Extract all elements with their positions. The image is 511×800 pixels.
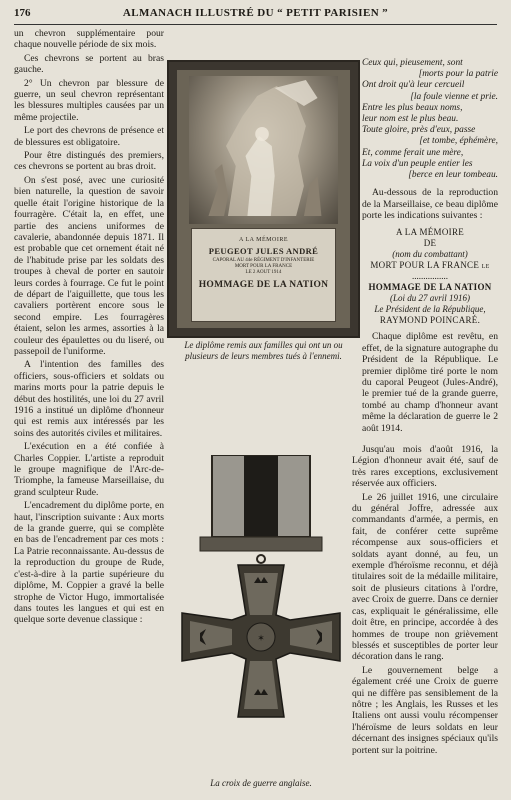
paragraph: Jusqu'au mois d'août 1916, la Légion d'honneur avait été, sauf de très rares exceptions, exclusivement réservée aux officiers. bbox=[352, 444, 498, 490]
right-column-top bbox=[362, 58, 498, 442]
diploma-frame bbox=[177, 70, 350, 328]
poem-line: La voix d'un peuple entier les bbox=[362, 158, 473, 169]
poem-line: Entre les plus beaux noms, bbox=[362, 102, 463, 113]
sculpture-group-graphic bbox=[189, 76, 338, 224]
page-number: 176 bbox=[14, 7, 31, 19]
marseillaise-relief-image bbox=[189, 76, 338, 224]
paragraph: L'exécution en a été confiée à Charles Coppier. L'artiste a reproduit le groupe magnifique de l'Arc-de-Triomphe, la fameuse Marseillaise, du grand sculpteur Rude. bbox=[14, 441, 164, 498]
plaque-detail-date: LE 2 AOUT 1914 bbox=[245, 270, 282, 275]
diploma-plaque bbox=[191, 228, 336, 322]
paragraph: Le port des chevrons de présence et de blessures est obligatoire. bbox=[14, 125, 164, 148]
poem-line: Toute gloire, près d'eux, passe bbox=[362, 125, 476, 136]
paragraph: Le 26 juillet 1916, une circulaire du général Joffre, adressée aux commandants d'armée, a permis, en fait, de conférer cette suprême récompense aux sous-officiers et soldats ayant donné, au feu, un exemple d'héroïsme reconnu, et déjà titulaires soit de la médaille militaire, soit de plusieurs citations à l'ordre, avec Croix de guerre. Dans ce dernier cas, expliquait le généralissime, elle doit être, en principe, accordée à des hommes de troupe non grièvement blessés et susceptibles de porter leur décoration dans le rang. bbox=[352, 491, 498, 663]
paragraph: Au-dessous de la reproduction de la Marseillaise, ce beau diplôme porte les indications suivantes : bbox=[362, 187, 498, 222]
cross-caption: La croix de guerre anglaise. bbox=[210, 778, 312, 788]
diploma-caption: Le diplôme remis aux familles qui ont un ou plusieurs de leurs membres tués à l'ennemi. bbox=[184, 340, 343, 361]
paragraph: 2° Un chevron par blessure de guerre, un seul chevron représentant les blessures multiples causées par un même projectile. bbox=[14, 77, 164, 123]
inscription-line: HOMMAGE DE LA NATION bbox=[368, 282, 492, 293]
poem-line: Et, comme ferait une mère, bbox=[362, 147, 464, 158]
plaque-detail-rank: CAPORAL AU 44e RÉGIMENT D'INFANTERIE bbox=[212, 258, 315, 263]
victor-hugo-poem bbox=[362, 58, 498, 181]
plaque-detail-mort: MORT POUR LA FRANCE bbox=[234, 264, 293, 269]
inscription-line: ................ bbox=[412, 271, 448, 282]
poem-line: [morts pour la patrie bbox=[418, 69, 498, 80]
inscription-line: A LA MÉMOIRE bbox=[395, 227, 465, 238]
diploma-illustration bbox=[167, 60, 360, 338]
plaque-line-name: PEUGEOT JULES ANDRÉ bbox=[208, 246, 319, 256]
inscription-line: DE bbox=[423, 238, 437, 249]
paragraph: Le gouvernement belge a également créé une Croix de guerre qui ne diffère pas sensiblement de la nôtre ; les Anglais, les Russes et les Italiens ont aussi voulu récompenser l'héroïsme de leurs soldats en leur décernant des insignes spéciaux qu'ils portent sur la poitrine. bbox=[352, 664, 498, 756]
inscription-line: Le Président de la République, bbox=[374, 304, 486, 315]
inscription-line: MORT POUR LA FRANCE le bbox=[370, 260, 490, 271]
poem-line: Ont droit qu'à leur cercueil bbox=[362, 80, 465, 91]
paragraph: un chevron supplémentaire pour chaque nouvelle période de six mois. bbox=[14, 28, 164, 51]
poem-line: [la foule vienne et prie. bbox=[410, 91, 498, 102]
paragraph: L'encadrement du diplôme porte, en haut, l'inscription suivante : Aux morts de la grande guerre, qui se complète en bas de l'encadrement par ces mots : La Patrie reconnaissante. Au-dessus de la reproduction du groupe de Rude, c'est-à-dire à la partie supérieure du diplôme, M. Coppier a gravé la belle strophe de Victor Hugo, immortalisée dans toutes les langues et qui est en quelque sorte devenue classique : bbox=[14, 500, 164, 626]
page-header bbox=[14, 2, 497, 25]
plaque-line-detail bbox=[192, 258, 335, 276]
croix-de-guerre-graphic bbox=[172, 455, 350, 755]
plaque-line-hommage: HOMMAGE DE LA NATION bbox=[198, 280, 329, 290]
croix-de-guerre-illustration bbox=[172, 455, 350, 775]
inscription-line: (Loi du 27 avril 1916) bbox=[390, 293, 470, 304]
diploma-inscription bbox=[362, 227, 498, 326]
paragraph: Pour être distingués des premiers, ces chevrons se portent au bras droit. bbox=[14, 150, 164, 173]
left-column bbox=[14, 28, 164, 793]
paragraph: A l'intention des familles des officiers, sous-officiers et soldats ou marins morts pour la patrie depuis le début des hostilités, une loi du 27 avril 1916 a institué un diplôme d'honneur qui est remis aux intéressés par les soins des autorités civiles et militaires. bbox=[14, 359, 164, 439]
paragraph: Ces chevrons se portent au bras gauche. bbox=[14, 52, 164, 76]
svg-text:✶: ✶ bbox=[257, 633, 265, 643]
page-title: ALMANACH ILLUSTRÉ DU “ PETIT PARISIEN ” bbox=[122, 7, 389, 19]
plaque-line-memoire: A LA MÉMOIRE bbox=[238, 237, 288, 243]
inscription-line: RAYMOND POINCARÉ. bbox=[379, 315, 481, 326]
poem-line: Ceux qui, pieusement, sont bbox=[362, 58, 463, 68]
paragraph: On s'est posé, avec une curiosité bien naturelle, la question de savoir quelle était l'origine historique de la fourragère. C'était la, en effet, une partie des anciens uniformes de cavalerie, abandonnée depuis 1871. Il est probable que cet ornement était né de l'habitude prise par les soldats des troupes à cheval de porter en sautoir leurs cordes à fourrage. Ce fut le point de départ de l'aiguillette, que tous les cavaliers portèrent encore sous le second empire. Les fourragères étaient, selon les armes, assorties à la couleur des épaulettes ou du liseré, ou passepoil de l'uniforme. bbox=[14, 174, 164, 357]
poem-line: [et tombe, éphémère, bbox=[419, 136, 498, 147]
poem-line: [berce en leur tombeau. bbox=[408, 170, 498, 181]
right-column-bottom bbox=[352, 444, 498, 794]
paragraph: Chaque diplôme est revêtu, en effet, de la signature autographe du Président de la République. Le premier diplôme tiré porte le nom du caporal Peugeot (Jules-André), le premier tué de la grande guerre, tombé au champ d'honneur avant même la déclaration de guerre le 2 août 1914. bbox=[362, 331, 498, 434]
inscription-line: (nom du combattant) bbox=[392, 249, 468, 260]
poem-line: leur nom est le plus beau. bbox=[362, 114, 459, 125]
